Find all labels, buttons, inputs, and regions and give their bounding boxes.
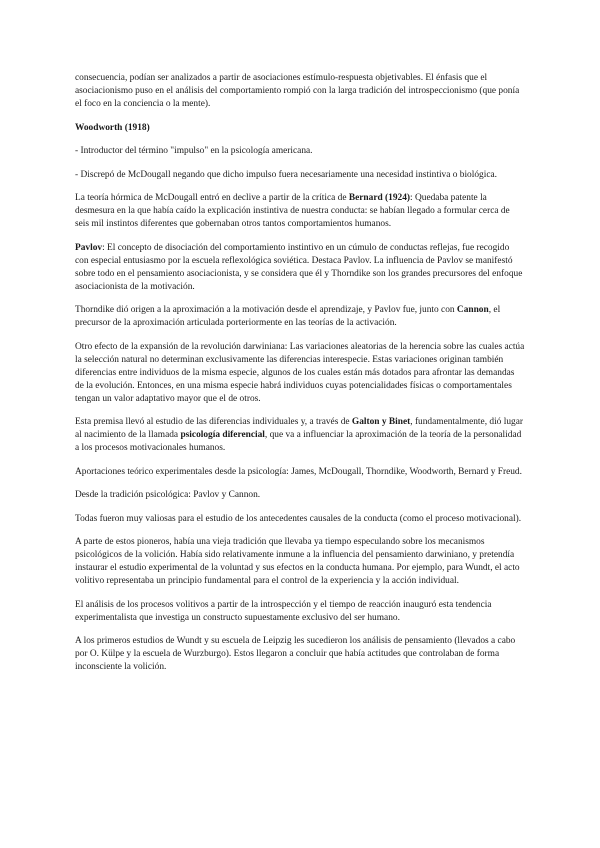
paragraph-wundt: A los primeros estudios de Wundt y su escuela de Leipzig les sucedieron los análisis de pensamiento (llevados a cabo por O. Külpe y la escuela de Wurzburgo). Estos llegaron a concluir que había actitudes que controlaban de forma inconsciente la volición. (75, 636, 516, 672)
paragraph-intro: consecuencia, podían ser analizados a partir de asociaciones estímulo-respuesta objetivables. El énfasis que el asociacionismo puso en el análisis del comportamiento rompió con la larga tradición del introspeccionismo (que ponía el foco en la conciencia o la mente). (75, 73, 520, 109)
paragraph-pavlov (75, 242, 525, 294)
text-run: : El concepto de disociación del comportamiento instintivo en un cúmulo de conductas reflejas, fue recogido con especial entusiasmo por la escuela reflexológica soviética. Destaca Pavlov. La influencia de Pavlov se manifestó sobre todo en el pensamiento asociacionista, y se considera que él y Thorndike son los grandes precursores del enfoque asociacionista de la motivación. (75, 242, 523, 292)
text-run: , el precursor de la aproximación articulada porteriormente en las teorías de la activación. (75, 305, 501, 328)
paragraph-thorndike (75, 304, 525, 330)
text-run: Esta premisa llevó al estudio de las diferencias individuales y, a través de (75, 417, 352, 427)
text-run: : Quedaba patente la desmesura en la que había caído la explicación instintiva de nuestra conducta: se habían llegado a formular cerca de seis mil instintos diferentes que gobernaban otros tantos comportamientos humanos. (75, 193, 510, 229)
paragraph-tradicion: Desde la tradición psicológica: Pavlov y Cannon. (75, 490, 261, 500)
text-run: , que va a influenciar la aproximación de la teoría de la personalidad a los procesos motivacionales humanos. (75, 430, 522, 453)
paragraph-aportaciones: Aportaciones teórico experimentales desde la psicología: James, McDougall, Thorndike, Woodworth, Bernard y Freud. (75, 466, 522, 477)
bold-psicologia-diferencial: psicología diferencial (180, 430, 265, 440)
paragraph-teoria-hormica (75, 192, 525, 231)
section-heading-woodworth: Woodworth (1918) (75, 122, 150, 133)
text-run: , fundamentalmente, dió lugar al nacimiento de la llamada (75, 417, 523, 440)
bold-cannon: Cannon (456, 305, 489, 315)
text-run: La teoría hórmica de McDougall entró en declive a partir de la crítica de (75, 193, 349, 203)
paragraph-volicion: A parte de estos pioneros, había una vieja tradición que llevaba ya tiempo especulando sobre los mecanismos psicológicos de la volición. Había sido relativamente inmune a la influencia del pensamiento darwiniano, y pretendía instaurar el estudio experimental de la voluntad y sus efectos en la conducta humana. Por ejemplo, para Wundt, el acto volitivo representaba un principio fundamental para el control de la experiencia y la acción individual. (75, 537, 520, 586)
bold-bernard: Bernard (1924) (348, 193, 411, 203)
paragraph-mcdougall: - Discrepó de McDougall negando que dicho impulso fuera necesariamente una necesidad instintiva o biológica. (75, 169, 497, 180)
text-run: Thorndike dió origen a la aproximación a la motivación desde el aprendizaje, y Pavlov fue, junto con (75, 305, 457, 315)
paragraph-valiosas: Todas fueron muy valiosas para el estudio de los antecedentes causales de la conducta (como el proceso motivacional). (75, 513, 522, 524)
bold-pavlov: Pavlov (75, 242, 103, 253)
bold-galton-binet: Galton y Binet (351, 417, 411, 427)
paragraph-impulso: - Introductor del término "impulso" en la psicología americana. (75, 146, 313, 156)
paragraph-diferencias-individuales (75, 416, 525, 455)
document-body (75, 72, 525, 685)
paragraph-darwiniana: Otro efecto de la expansión de la revolución darwiniana: Las variaciones aleatorias de la herencia sobre las cuales actúa la selección natural no determinan exclusivamente las diferencias interespecie. Estas variaciones originan también diferencias entre individuos de la misma especie, algunos de los cuales están más dotados para afrontar las demandas de la evolución. Entonces, en una misma especie habrá individuos cuyas potencialidades físicas o comportamentales tengan un valor adaptativo mayor que el de otros. (75, 341, 525, 404)
paragraph-introspeccion: El análisis de los procesos volitivos a partir de la introspección y el tiempo de reacción inauguró esta tendencia experimentalista que investiga un constructo supuestamente exclusivo del ser humano. (75, 599, 492, 623)
